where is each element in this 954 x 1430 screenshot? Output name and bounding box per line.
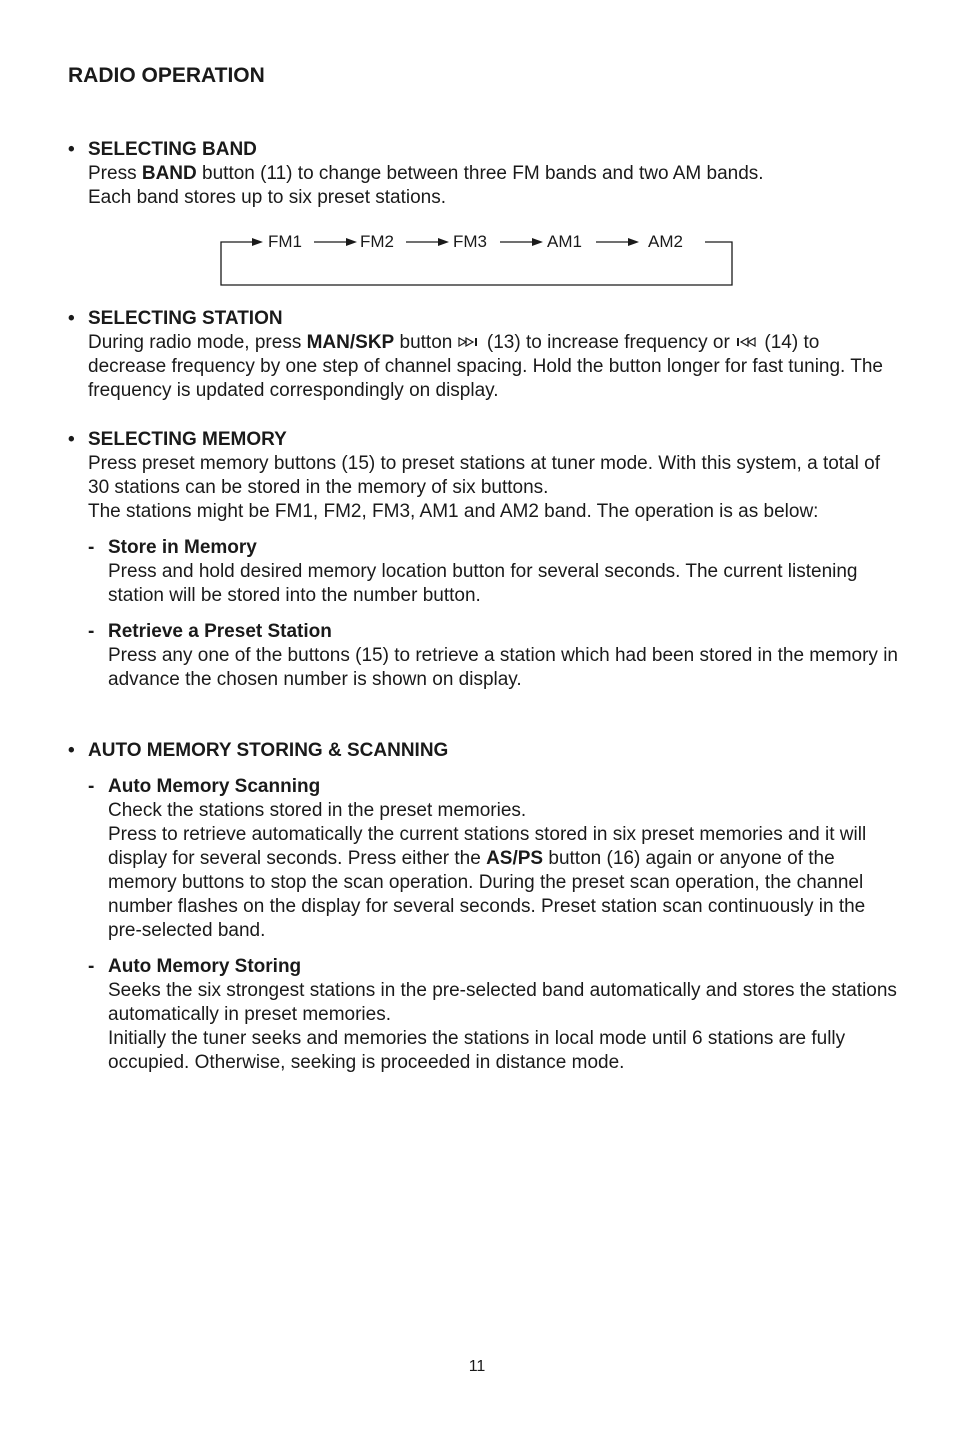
paragraph: Press BAND button (11) to change between three FM bands and two AM bands. (88, 163, 764, 184)
band-label-am1: AM1 (547, 232, 582, 251)
paragraph: Press to retrieve automatically the current stations stored in six preset memories and it will display for several seconds. Press either the AS/PS button (16) again or anyone of the memory buttons to stop the scan operation. During the preset scan operation, the channel number flashes on the display for several seconds. Preset station scan continuously in the pre-selected band. (108, 824, 867, 941)
arrow-icon (252, 238, 263, 246)
skip-previous-icon (735, 331, 759, 355)
section-selecting-memory (68, 428, 898, 692)
arrow-icon (532, 238, 543, 246)
subsection-auto-memory-storing (68, 955, 898, 1075)
heading-text: SELECTING MEMORY (88, 429, 287, 450)
bullet: • (68, 429, 75, 450)
dash: - (88, 621, 95, 642)
subsection-heading: - Retrieve a Preset Station (88, 621, 332, 642)
band-label-fm1: FM1 (268, 232, 302, 251)
subsection-heading: - Auto Memory Storing (88, 956, 302, 977)
arrow-icon (346, 238, 357, 246)
band-cycle-diagram (220, 228, 736, 288)
heading-text: SELECTING STATION (88, 308, 283, 329)
band-label-fm2: FM2 (360, 232, 394, 251)
paragraph: Each band stores up to six preset stations. (88, 187, 447, 208)
section-heading (68, 138, 898, 162)
subsection-retrieve-preset (68, 620, 898, 692)
paragraph: Press and hold desired memory location button for several seconds. The current listening station will be stored into the number button. (108, 561, 858, 606)
subsection-heading: - Auto Memory Scanning (88, 776, 321, 797)
subsection-store-in-memory (68, 536, 898, 608)
section-auto-memory (68, 739, 898, 1075)
subsection-heading: - Store in Memory (88, 537, 257, 558)
skip-next-icon (458, 331, 482, 355)
paragraph: The stations might be FM1, FM2, FM3, AM1 and AM2 band. The operation is as below: (88, 501, 819, 522)
page-title: RADIO OPERATION (68, 64, 265, 87)
band-button-name: BAND (141, 163, 197, 184)
section-heading (68, 428, 898, 452)
paragraph: Initially the tuner seeks and memories the stations in local mode until 6 stations are fully occupied. Otherwise, seeking is proceeded in distance mode. (108, 1028, 846, 1073)
bullet: • (68, 139, 75, 160)
subsection-auto-memory-scanning (68, 775, 898, 943)
as-ps-button-name: AS/PS (486, 848, 544, 869)
section-selecting-band (68, 138, 898, 210)
band-label-am2: AM2 (648, 232, 683, 251)
heading-text: SELECTING BAND (88, 139, 257, 160)
section-heading (68, 307, 898, 331)
band-label-fm3: FM3 (453, 232, 487, 251)
man-skp-button-name: MAN/SKP (306, 332, 395, 354)
paragraph: Press any one of the buttons (15) to retrieve a station which had been stored in the memory in advance the chosen number is shown on display. (108, 645, 898, 690)
arrow-icon (438, 238, 449, 246)
heading-text: AUTO MEMORY STORING & SCANNING (88, 740, 449, 761)
paragraph: Press preset memory buttons (15) to preset stations at tuner mode. With this system, a total of 30 stations can be stored in the memory of six buttons. (88, 453, 880, 498)
bullet: • (68, 308, 75, 329)
page-number: 11 (468, 1358, 486, 1375)
paragraph: Check the stations stored in the preset memories. (108, 800, 527, 821)
dash: - (88, 776, 95, 797)
paragraph: During radio mode, press MAN/SKP button (13) to increase frequency or (14) to decrease frequency by one step of channel spacing. Hold the button longer for fast tuning. The frequency is updated correspondingly on display. (88, 332, 884, 402)
section-heading (68, 739, 898, 763)
paragraph: Seeks the six strongest stations in the pre-selected band automatically and stores the stations automatically in preset memories. (108, 980, 897, 1025)
arrow-icon (628, 238, 639, 246)
section-selecting-station (68, 307, 898, 403)
dash: - (88, 956, 95, 977)
bullet: • (68, 740, 75, 761)
dash: - (88, 537, 95, 558)
